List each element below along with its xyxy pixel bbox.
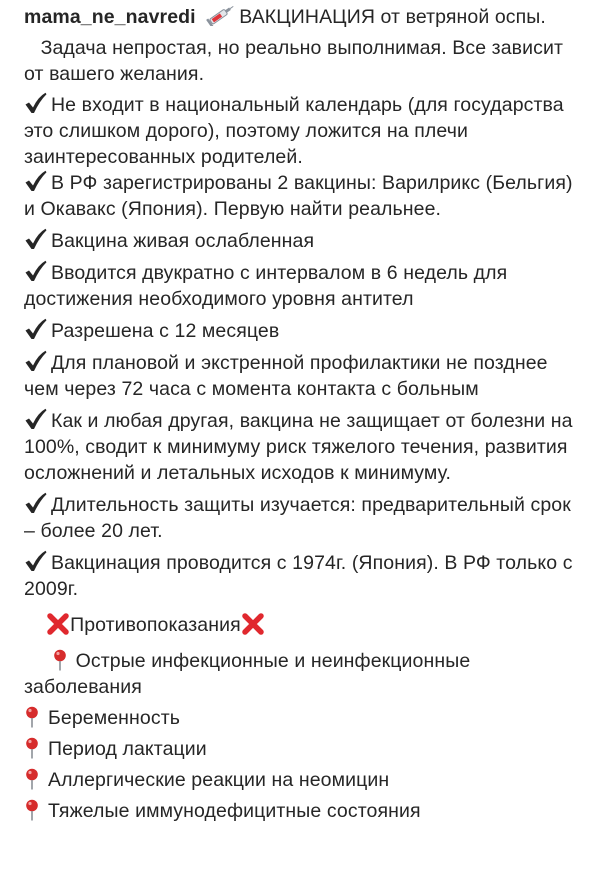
caption-title-line (24, 4, 584, 30)
intro-text: Задача непростая, но реально выполнимая. Все зависит от вашего желания. (24, 37, 563, 85)
cross-mark-icon (241, 612, 265, 636)
contraindication-item (24, 705, 584, 731)
fact-item (24, 550, 584, 602)
check-mark-icon (24, 228, 47, 250)
contraindication-text: Аллергические реакции на неомицин (48, 769, 390, 791)
fact-item (24, 318, 584, 344)
contraindication-item (24, 648, 584, 700)
contraindication-text: Тяжелые иммунодефицитные состояния (48, 800, 421, 822)
fact-text: В РФ зарегистрированы 2 вакцины: Варилрикс (Бельгия) и Окавакс (Япония). Первую найти реальнее. (24, 172, 573, 220)
fact-item (24, 170, 584, 222)
cross-mark-icon (46, 612, 70, 636)
contraindications-heading (24, 612, 584, 638)
contraindication-text: Острые инфекционные и неинфекционные заболевания (24, 650, 471, 698)
contraindication-item (24, 736, 584, 762)
contraindication-text: Период лактации (48, 738, 207, 760)
fact-item (24, 228, 584, 254)
pushpin-icon (24, 768, 40, 790)
intro-paragraph (24, 35, 584, 87)
check-mark-icon (24, 550, 47, 572)
fact-item (24, 408, 584, 486)
fact-item (24, 260, 584, 312)
check-mark-icon (24, 92, 47, 114)
syringe-icon (205, 4, 237, 26)
pushpin-icon (24, 799, 40, 821)
contraindication-text: Беременность (48, 707, 181, 729)
fact-text: Длительность защиты изучается: предварительный срок – более 20 лет. (24, 494, 571, 542)
post-title: ВАКЦИНАЦИЯ от ветряной оспы. (239, 6, 546, 28)
check-mark-icon (24, 170, 47, 192)
fact-text: Вакцинация проводится с 1974г. (Япония). В РФ только с 2009г. (24, 552, 573, 600)
check-mark-icon (24, 350, 47, 372)
contraindication-item (24, 798, 584, 824)
pushpin-icon (24, 737, 40, 759)
fact-text: Вакцина живая ослабленная (51, 230, 315, 252)
contraindications-title: Противопоказания (70, 614, 241, 636)
username-link[interactable]: mama_ne_navredi (24, 6, 196, 28)
fact-text: Вводится двукратно с интервалом в 6 недель для достижения необходимого уровня антител (24, 262, 508, 310)
fact-item (24, 492, 584, 544)
post-caption (24, 4, 584, 824)
fact-text: Не входит в национальный календарь (для государства это слишком дорого), поэтому ложится на плечи заинтересованных родителей. (24, 94, 564, 168)
check-mark-icon (24, 492, 47, 514)
fact-text: Разрешена с 12 месяцев (51, 320, 280, 342)
contraindication-item (24, 767, 584, 793)
check-mark-icon (24, 260, 47, 282)
fact-text: Для плановой и экстренной профилактики не позднее чем через 72 часа с момента контакта с больным (24, 352, 548, 400)
pushpin-icon (52, 649, 68, 671)
fact-item (24, 350, 584, 402)
pushpin-icon (24, 706, 40, 728)
fact-text: Как и любая другая, вакцина не защищает от болезни на 100%, сводит к минимуму риск тяжелого течения, развития осложнений и летальных исходов к минимуму. (24, 410, 573, 484)
check-mark-icon (24, 318, 47, 340)
fact-item (24, 92, 584, 170)
check-mark-icon (24, 408, 47, 430)
